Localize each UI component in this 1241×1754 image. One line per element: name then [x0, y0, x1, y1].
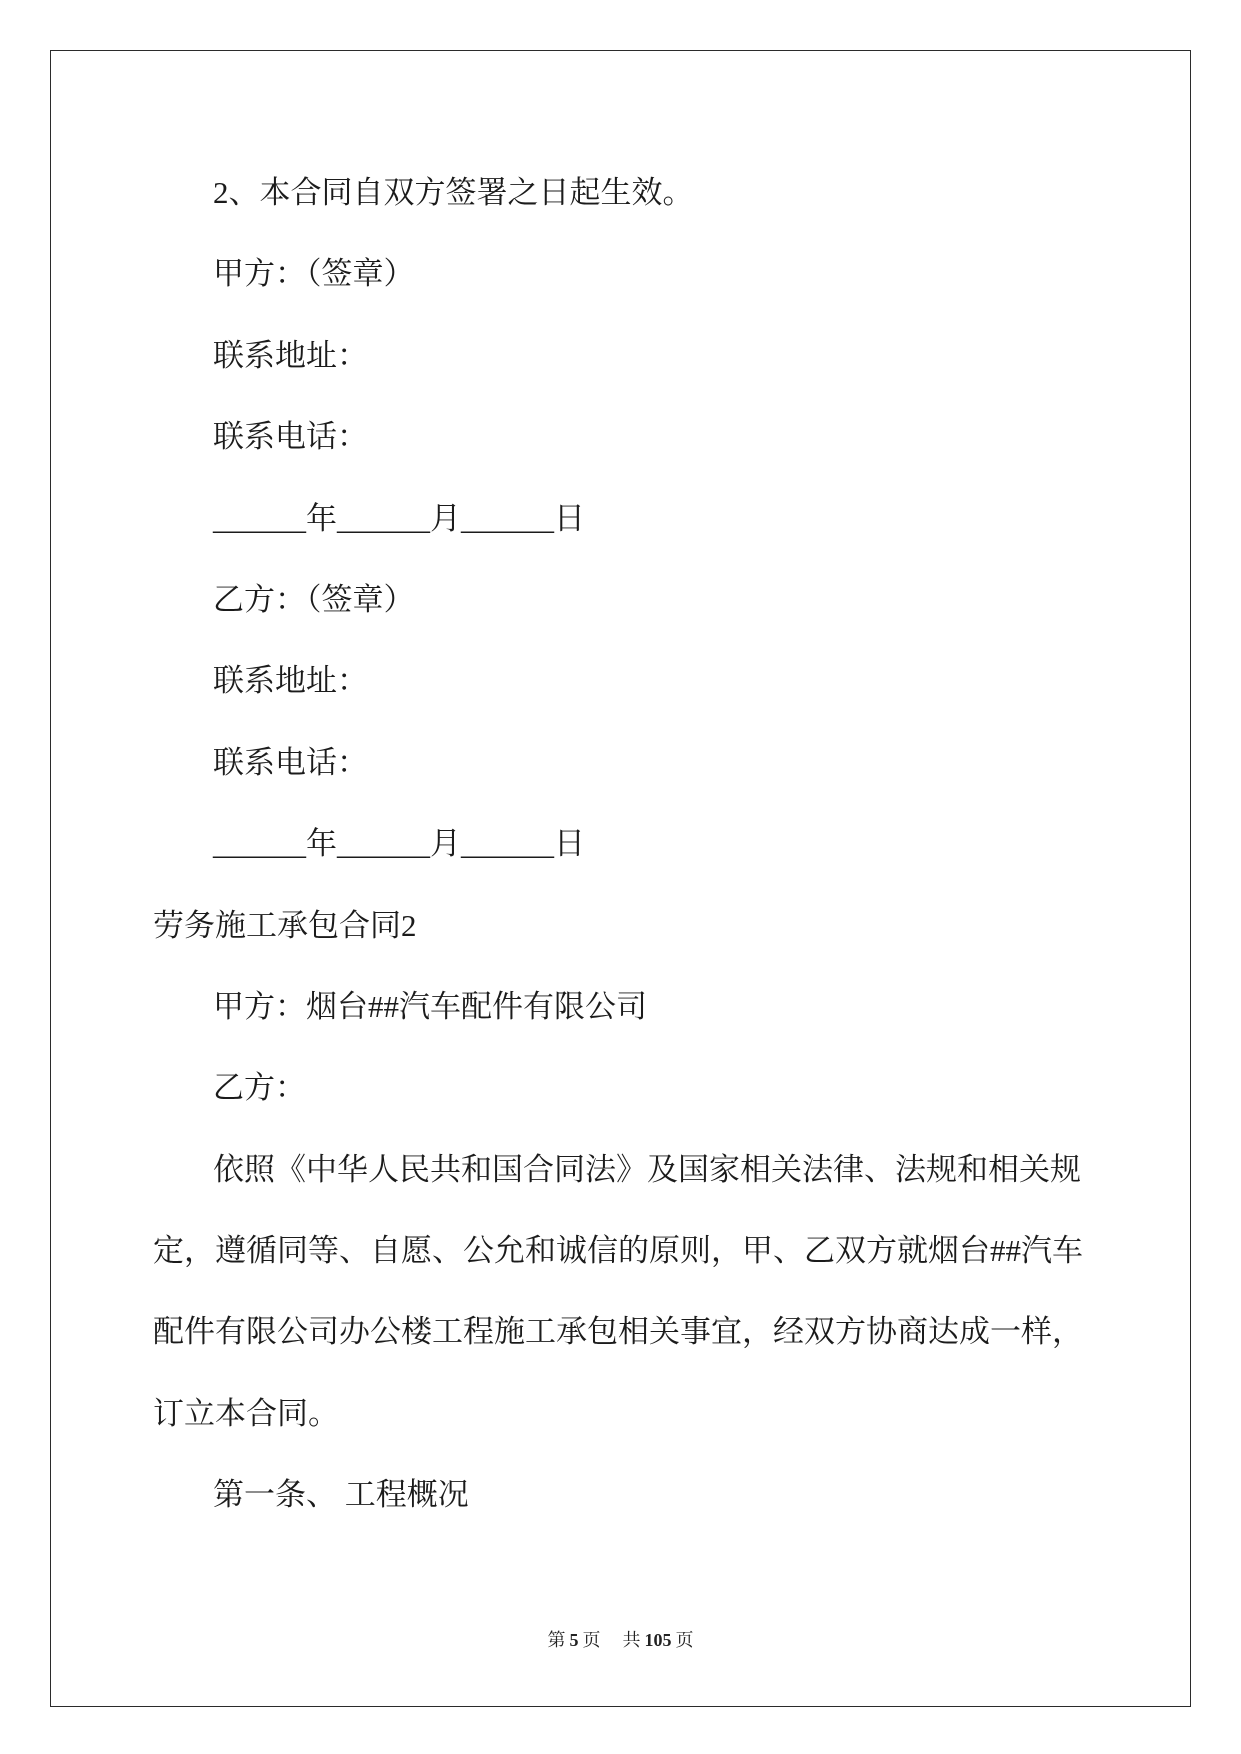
preamble-line: 配件有限公司办公楼工程施工承包相关事宜，经双方协商达成一样，: [153, 1314, 1083, 1350]
page-suffix: 页: [582, 1630, 601, 1650]
contract-party-b: 乙方：: [213, 1070, 306, 1106]
contract-party-a: 甲方：烟台##汽车配件有限公司: [213, 988, 647, 1024]
party-b-signature-label: 乙方：（签章）: [213, 581, 415, 617]
total-pages-indicator: [623, 1630, 694, 1650]
party-a-address-label: 联系地址：: [213, 337, 368, 373]
party-a-date-line: ______年______月______日: [213, 500, 585, 536]
preamble-line: 订立本合同。: [153, 1395, 339, 1431]
contract-2: [153, 885, 1153, 1536]
preamble-line: 依照《中华人民共和国合同法》及国家相关法律、法规和相关规: [213, 1151, 1081, 1187]
article-1-heading: 第一条、 工程概况: [213, 1477, 469, 1513]
page-number: 5: [569, 1630, 579, 1650]
document-body: [153, 152, 1153, 1536]
party-b-address-label: 联系地址：: [213, 663, 368, 699]
total-pages-number: 105: [644, 1630, 672, 1650]
party-a-signature-label: 甲方：（签章）: [213, 256, 415, 292]
party-a-phone-label: 联系电话：: [213, 419, 368, 455]
signature-block-party-a: [153, 233, 1153, 559]
contract-title: 劳务施工承包合同2: [153, 907, 417, 943]
total-prefix: 共: [622, 1630, 641, 1650]
total-suffix: 页: [675, 1630, 694, 1650]
preamble-line: 定，遵循同等、自愿、公允和诚信的原则，甲、乙双方就烟台##汽车: [153, 1233, 1083, 1269]
page-footer: [0, 1627, 1241, 1653]
clause-2-effective-date: 2、本合同自双方签署之日起生效。: [213, 175, 694, 210]
signature-block-party-b: [153, 559, 1153, 885]
party-b-phone-label: 联系电话：: [213, 744, 368, 780]
current-page-indicator: [548, 1630, 601, 1650]
previous-contract-tail: [153, 152, 1153, 885]
contract-preamble: [153, 1129, 1153, 1455]
party-b-date-line: ______年______月______日: [213, 826, 585, 862]
page-prefix: 第: [547, 1630, 566, 1650]
